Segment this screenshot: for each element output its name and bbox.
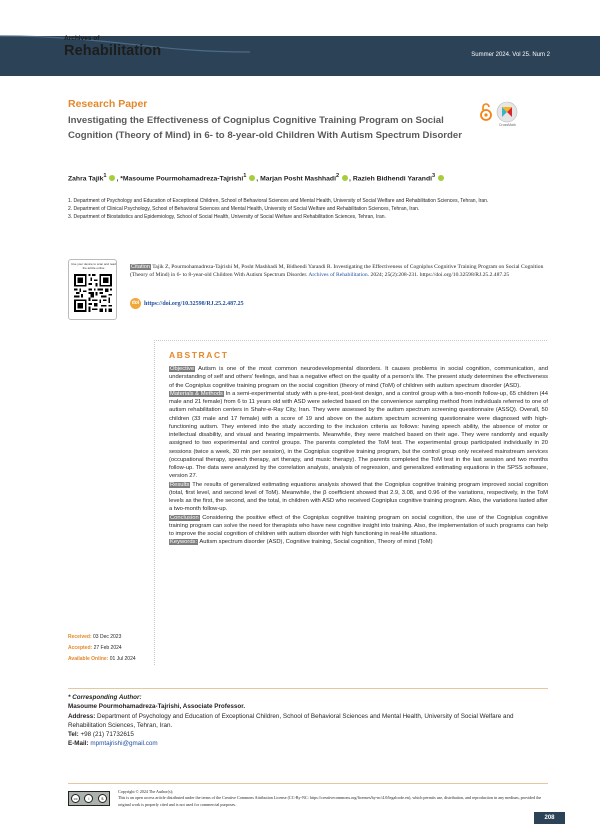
email-label: E-Mail:	[68, 740, 89, 748]
author-affil-sup: 3	[432, 173, 436, 179]
tel-label: Tel:	[68, 731, 79, 739]
cc-license-badge[interactable]	[68, 791, 110, 806]
qr-caption: Use your device to scan and read the article online	[71, 262, 116, 270]
issue-info: Summer 2024. Vol 25. Num 2	[471, 52, 550, 58]
abstract-top-divider	[154, 340, 547, 341]
citation-label: Citation	[131, 264, 150, 270]
paper-title: Investigating the Effectiveness of Cogniplus Cognitive Training Program on Social Cognition (Theory of Mind) in 6- to 8-year-old Children With Autism Spectrum Disorder	[68, 115, 462, 141]
conclusion-text: Considering the positive effect of the Cogniplus cognitive training program on social cognition, the use of the Cogniplus cognitive training program can solve the need for therapists who have new cognitive insight into training. Also, the implementation of such programs can help to improve the social cognition of children with autism disorder with high functioning in real-life situations.	[169, 514, 548, 537]
objective-text: Autism is one of the most common neurodevelopmental disorders. It causes problems in social cognition, communication, and understanding of self and others' feelings, and has a negative effect on the quality of a person's life. The present study determines the effectiveness of the Cogniplus cognitive training program on the social cognition (theory of mind (ToM) of children with autism spectrum disorder (ASD).	[169, 366, 548, 389]
abstract-objective	[169, 365, 548, 390]
orcid-icon[interactable]	[438, 175, 444, 181]
methods-text: In a semi-experimental study with a pre-test, post-test design, and a control group with a two-month follow-up, 65 children (44 male and 21 female) from 6 to 11 years old with ASD were selected based on the convenience sampling method from individuals referred to one of autism rehabilitation centers in Shahr-e-Ray City, Iran. They were assessed by the autism spectrum screening questionnaire (ASSQ). Overall, 50 children (33 male and 17 female) with a score of 19 and above on the autism spectrum screening questionnaire were diagnosed with high-functioning autism. They entered into the study according to the inclusion criteria as follows: having speech ability, the absence of motor or intellectual disability, and visual and hearing impairments. Meanwhile, they were matched based on their age. They were randomly and equally assigned to two experimental and control groups. The parents completed the ToM test. The experimental group participated individually in 20 sessions (twice a week, 30 min per session), in the Cogniplus cognitive training program, but the control group only received mainstream services (occupational therapy, speech therapy, art therapy, and music therapy). The parents completed the ToM test in the last session and two months follow-up. The data were analyzed by the correlation analysis, analysis of regression, and generalized estimating equations in the SPSS software, version 27.	[169, 390, 549, 480]
orcid-icon[interactable]	[342, 175, 348, 181]
abstract-keywords	[169, 538, 548, 546]
abstract-conclusion	[169, 514, 548, 539]
cc-icon: cc	[71, 794, 80, 803]
qr-code-box[interactable]	[68, 259, 117, 320]
author-name[interactable]: Zahra Tajik	[68, 175, 104, 183]
author-affil-sup: 1	[103, 173, 107, 179]
author-affil-sup: 1	[243, 173, 247, 179]
orcid-icon[interactable]	[249, 175, 255, 181]
author-name[interactable]: Razieh Bidhendi Yarandi	[352, 175, 433, 183]
citation-journal-link[interactable]: Archives of Rehabilitation	[308, 272, 368, 279]
open-access-icon[interactable]	[479, 102, 493, 122]
abstract-body	[169, 365, 548, 547]
online-label: Available Online:	[68, 656, 109, 662]
address-label: Address:	[68, 712, 96, 720]
abstract-heading: ABSTRACT	[169, 350, 229, 360]
crossmark-label: CrossMark	[499, 123, 516, 127]
corresponding-divider	[68, 688, 548, 689]
license-divider	[68, 783, 548, 784]
keywords-text: Autism spectrum disorder (ASD), Cognitive training, Social cognition, Theory of mind (ToM)	[198, 539, 433, 546]
journal-name-line1: Archives of	[64, 35, 100, 42]
author-name[interactable]: Marjan Posht Mashhadi	[260, 175, 336, 183]
crossmark-icon[interactable]	[496, 101, 518, 123]
received-date: 03 Dec 2023	[93, 634, 122, 640]
address-text: Department of Psychology and Education of Exceptional Children, School of Behavioral Sciences and Mental Health, University of Social Welfare and Rehabilitation Sciences, Tehran, Iran.	[68, 712, 514, 729]
nc-icon: $	[98, 794, 107, 803]
qr-code-icon	[74, 274, 112, 312]
affiliation-item: 2. Department of Clinical Psychology, School of Behavioral Sciences and Mental Health, University of Social Welfare and Rehabilitation Sciences, Tehran, Iran.	[68, 206, 420, 212]
doi-icon: doi	[130, 298, 141, 309]
badges	[479, 100, 518, 124]
affiliations	[68, 197, 548, 221]
by-icon: i	[84, 794, 93, 803]
page-number: 208	[534, 812, 565, 824]
online-date: 01 Jul 2024	[109, 656, 136, 662]
abstract-methods	[169, 390, 548, 481]
citation-rest: . 2024; 25(2):208-231. https://doi.org/10.32598/RJ.25.2.487.25	[367, 272, 510, 279]
copyright-line: Copyright © 2024 The Author(s);	[118, 789, 174, 794]
license-text: This is an open access article distributed under the terms of the Creative Commons Attribution License (CC-By-NC: https://creativecommons.org/licenses/by-nc/4.0/legalcode.en), which permits use, distribution, and reproduction in any medium, provided the original work is properly cited and is not used for commercial purposes.	[118, 795, 542, 807]
methods-label: Materials & Methods	[170, 390, 223, 397]
author-name[interactable]: *Masoume Pourmohamadreza-Tajrishi	[120, 175, 244, 183]
doi-line	[130, 298, 244, 309]
doi-link[interactable]: https://doi.org/10.32598/RJ.25.2.487.25	[144, 300, 244, 307]
corresponding-author	[68, 693, 548, 749]
corresponding-name: Masoume Pourmohamadreza-Tajrishi, Associate Professor.	[68, 703, 246, 711]
results-text: The results of generalized estimating equations analysis showed that the Cogniplus cognitive training program improved social cognition (total, first level, and second level of ToM). Meanwhile, the β coefficient showed that 2.9, 3.08, and 0.96 of the variations, respectively, in the ToM levels as the first, the second, and the total, in children with ASD who received Cogniplus cognitive training program. Also, the variations lasted after a two-month follow-up.	[169, 481, 548, 513]
tel-text: +98 (21) 71732615	[78, 731, 134, 739]
objective-label: Objective	[170, 366, 195, 372]
email-link[interactable]: mpmtajrishi@gmail.com	[90, 740, 158, 748]
abstract-left-divider	[154, 340, 155, 665]
accepted-label: Accepted:	[68, 645, 93, 651]
results-label: Results	[170, 481, 190, 488]
keywords-label: Keywords:	[170, 539, 198, 546]
journal-name-line2: Rehabilitation	[64, 43, 162, 59]
orcid-icon[interactable]	[109, 175, 115, 181]
accepted-date: 27 Feb 2024	[93, 645, 122, 651]
citation-text: Tajik Z, Pourmohamadreza-Tajrishi M, Posht Mashhadi M, Bidhendi Yarandi R. Investigating the Effectiveness of Cogniplus Cognitive Training Program on Social Cognition (Theory of Mind) in 6- to 8-year-old Children With Autism Spectrum Disorder.	[130, 264, 544, 279]
abstract-results	[169, 481, 548, 514]
license-text-block	[118, 789, 548, 808]
citation-block	[130, 263, 550, 280]
conclusion-label: Conclusion	[170, 514, 199, 521]
paper-type: Research Paper	[68, 98, 148, 110]
author-list: Zahra Tajik$^1$ , *Masoume Pourmohamadreza-Tajrishi$^1$ , Marjan Posht Mashhadi$^2$ , Razieh Bidhendi Yarandi$^3$	[68, 173, 548, 182]
affiliation-item: 1. Department of Psychology and Education of Exceptional Children, School of Behavioral Sciences and Mental Health, University of Social Welfare and Rehabilitation Sciences, Tehran, Iran.	[68, 198, 489, 204]
corresponding-heading: * Corresponding Author:	[68, 694, 142, 701]
received-label: Received:	[68, 634, 92, 640]
article-dates	[68, 632, 136, 665]
author-affil-sup: 2	[335, 173, 340, 179]
affiliation-item: 3. Department of Biostatistics and Epidemiology, School of Social Health, University of Social Welfare and Rehabilitation Sciences, Tehran, Iran.	[68, 214, 386, 220]
